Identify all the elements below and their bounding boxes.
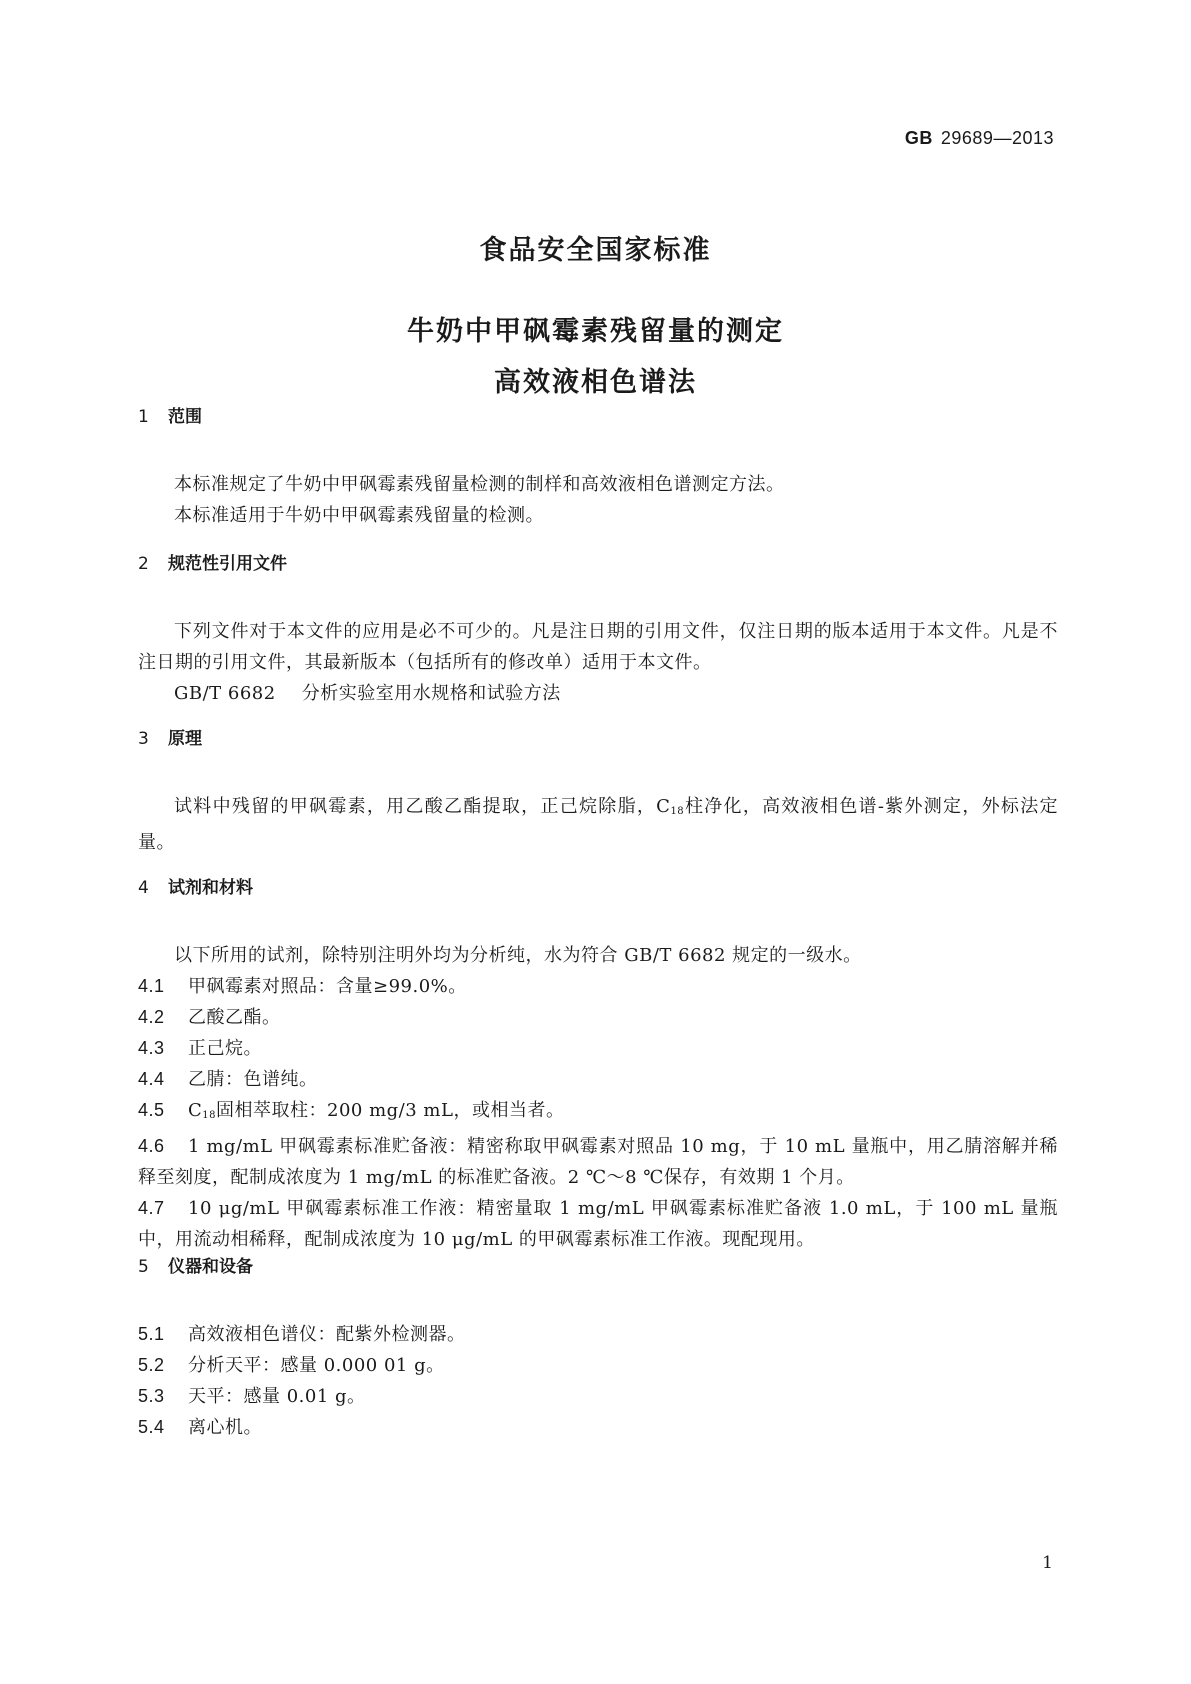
paragraph	[138, 791, 1058, 858]
paragraph: 本标准规定了牛奶中甲砜霉素残留量检测的制样和高效液相色谱测定方法。	[174, 474, 785, 495]
list-item	[138, 1002, 1058, 1033]
item-text: 甲砜霉素对照品：含量≥99.0%。	[188, 976, 467, 997]
item-text: 固相萃取柱：200 mg/3 mL，或相当者。	[216, 1100, 565, 1121]
list-item	[138, 1095, 1058, 1131]
section-heading	[138, 873, 1058, 898]
list-item	[138, 1350, 1058, 1381]
subscript: 18	[202, 1110, 217, 1121]
section-title: 范围	[168, 407, 202, 427]
standard-number: 29689—2013	[940, 128, 1054, 148]
list-item	[138, 1381, 1058, 1412]
list-item	[138, 1319, 1058, 1350]
title-block	[0, 228, 1191, 411]
item-number: 4.5	[138, 1100, 165, 1120]
section-title: 试剂和材料	[168, 878, 253, 898]
paragraph: 本标准适用于牛奶中甲砜霉素残留量的检测。	[174, 505, 544, 526]
item-text: 正己烷。	[188, 1038, 262, 1059]
normative-reference	[138, 678, 1058, 709]
reference-title: 分析实验室用水规格和试验方法	[301, 683, 561, 704]
item-number: 5.2	[138, 1355, 165, 1375]
item-number: 4.6	[138, 1136, 165, 1156]
standard-code	[905, 128, 1054, 149]
section-2	[138, 549, 1058, 709]
item-text: 离心机。	[188, 1417, 262, 1438]
section-number: 3	[138, 729, 149, 749]
item-text: C	[188, 1100, 203, 1121]
section-number: 2	[138, 554, 149, 574]
paragraph: 以下所用的试剂，除特别注明外均为分析纯，水为符合 GB/T 6682 规定的一级水。	[174, 945, 862, 966]
item-text: 乙酸乙酯。	[188, 1007, 281, 1028]
standard-prefix: GB	[904, 128, 933, 148]
list-item	[138, 1193, 1058, 1255]
item-number: 5.3	[138, 1386, 165, 1406]
section-title: 仪器和设备	[168, 1257, 253, 1277]
section-heading	[138, 549, 1058, 574]
item-number: 4.7	[138, 1198, 165, 1218]
section-heading	[138, 402, 1058, 427]
section-number: 4	[138, 878, 149, 898]
list-item	[138, 1033, 1058, 1064]
reference-code: GB/T 6682	[174, 683, 276, 704]
section-number: 5	[138, 1257, 149, 1277]
section-heading	[138, 1252, 1058, 1277]
list-item	[138, 1412, 1058, 1443]
item-number: 4.3	[138, 1038, 165, 1058]
item-text: 天平：感量 0.01 g。	[188, 1386, 366, 1407]
section-title: 规范性引用文件	[168, 554, 287, 574]
item-number: 4.2	[138, 1007, 165, 1027]
document-title: 食品安全国家标准	[479, 235, 712, 266]
item-number: 5.1	[138, 1324, 165, 1344]
page-number: 1	[1042, 1553, 1053, 1573]
text-part: 试料中残留的甲砜霉素，用乙酸乙酯提取，正己烷除脂，C	[174, 796, 671, 817]
list-item	[138, 1131, 1058, 1193]
section-4	[138, 873, 1058, 1255]
item-text: 10 μg/mL 甲砜霉素标准工作液：精密量取 1 mg/mL 甲砜霉素标准贮备液 1.0 mL，于 100 mL 量瓶中，用流动相稀释，配制成浓度为 10 μg/mL 的甲砜霉素标准工作液。现配现用。	[138, 1198, 1058, 1250]
section-5	[138, 1252, 1058, 1443]
section-1	[138, 402, 1058, 531]
item-text: 乙腈：色谱纯。	[188, 1069, 318, 1090]
document-method: 高效液相色谱法	[494, 367, 697, 398]
item-text: 1 mg/mL 甲砜霉素标准贮备液：精密称取甲砜霉素对照品 10 mg，于 10 mL 量瓶中，用乙腈溶解并稀释至刻度，配制成浓度为 1 mg/mL 的标准贮备液。2 ℃～8 ℃保存，有效期 1 个月。	[138, 1136, 1058, 1188]
paragraph: 下列文件对于本文件的应用是必不可少的。凡是注日期的引用文件，仅注日期的版本适用于本文件。凡是不注日期的引用文件，其最新版本（包括所有的修改单）适用于本文件。	[138, 621, 1058, 673]
text-part: 柱净化，高效液相色谱-紫外测定，外标法定量。	[138, 796, 1058, 853]
list-item	[138, 971, 1058, 1002]
list-item	[138, 1064, 1058, 1095]
section-title: 原理	[168, 729, 202, 749]
item-number: 5.4	[138, 1417, 165, 1437]
document-subtitle: 牛奶中甲砜霉素残留量的测定	[407, 316, 784, 347]
item-text: 分析天平：感量 0.000 01 g。	[188, 1355, 445, 1376]
item-number: 4.4	[138, 1069, 165, 1089]
subscript: 18	[670, 806, 685, 817]
item-number: 4.1	[138, 976, 165, 996]
section-3	[138, 724, 1058, 858]
section-number: 1	[138, 407, 149, 427]
item-text: 高效液相色谱仪：配紫外检测器。	[188, 1324, 466, 1345]
section-heading	[138, 724, 1058, 749]
